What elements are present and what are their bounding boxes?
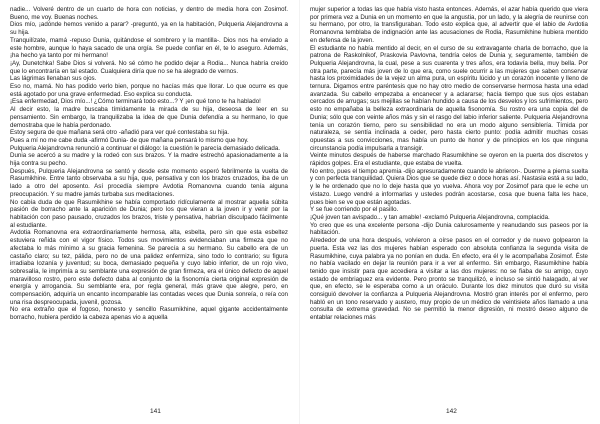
paragraph: No era extraño que el fogoso, honesto y sencillo Rasumikhine, aquel gigante accidentalmente borracho, hubiera perdido la cabeza apenas vio a aquella [10,306,288,322]
paragraph: Yo creo que es una excelente persona -dijo Dunia calurosamente y reanudando sus paseos por la habitación. [310,221,588,237]
paragraph: Dios mío, ¡adónde hemos venido a parar? -preguntó, ya en la habitación, Pulqueria Alejandrovna a su hija. [10,21,288,37]
paragraph: Dunia se acercó a su madre y la rodeó con sus brazos. Y la madre estrechó apasionadamente a la hija contra su pecho. [10,152,288,168]
paragraph: Después, Pulqueria Alejandrovna se sentó y desde este momento esperó febrilmente la vuelta de Rasumikhine. Entre tanto observaba a su hija, que, pensativa y con los brazos cruzados, iba de un lado a otro del aposento. Así procedía siempre Avdotia Romanovna cuando tenía alguna preocupación. Y su madre jamás turbaba sus meditaciones. [10,167,288,198]
paragraph: El estudiante no había mentido al decir, en el curso de su extravagante charla de borracho, que la patrona de Raskolnikof, Praskovia Pavlovna, tendría celos de Dunia y, seguramente, también de Pulqueria Alejandrovna, la cual, pese a sus cuarenta y tres años, era todavía bella, muy bella. Por otra parte, parecía más joven de lo que era, como suele ocurrir a las mujeres que saben conservar hasta los proximidades de la vejez un alma pura, un espíritu lúcido y un corazón inocente y lleno de ternura. Digamos entre paréntesis que no hay otro medio de conservarse hermosa hasta una edad avanzada. Su cabello empezaba a encanecer y a aclararse; hacía tiempo que sus ojos estaban cercados de arrugas; sus mejillas se habían hundido a causa de los desvelos y los sufrimientos, pero esto no empañaba la belleza extraordinaria de aquella fisonomía. Su rostro era una copia del de Dunia; sólo que con veinte años más y sin el rasgo del labio inferior saliente. Pulqueria Alejandrovna tenía un corazón tierno, pero su sensibilidad no era un modo alguno sensiblería. Tímida por naturaleza, se sentía inclinada a ceder, pero hasta cierto punto: podía admitir muchas cosas opuestas a sus convicciones, mas había un punto de honor y de principios en los que ninguna circunstancia podía impulsarla a transigir. [310,44,588,152]
page-number-right: 142 [446,408,457,415]
paragraph: Pulqueria Alejandrovna renunció a continuar el diálogo: la cuestión le parecía demasiado delicada. [10,144,281,152]
paragraph: Estoy segura de que mañana será otro -añadió para ver qué contestaba su hija. [10,129,230,137]
page-number-left: 141 [150,408,161,415]
left-page [10,6,288,400]
paragraph: Y se fue corriendo por el pasillo. [310,206,399,214]
paragraph: ¡Qué joven tan avispado... y tan amable! -exclamó Pulqueria Alejandrovna, complacida. [310,213,550,221]
right-page [310,6,588,400]
paragraph: Eso no, mamá. No has podido verlo bien, porque no hacías más que llorar. Lo que ocurre es que está agotado por una grave enfermedad. Eso explica su conducta. [10,83,288,98]
paragraph: nadie... Volveré dentro de un cuarto de hora con noticias, y dentro de media hora con Zosimof. Bueno, me voy. Buenas noches. [10,6,288,21]
paragraph: Veinte minutos después de haberse marchado Rasumikhine se oyeron en la puerta dos discretos y rápidos golpes. Era el estudiante, que estaba de vuelta. [310,152,588,168]
paragraph: No cabía duda de que Rasumikhine se había comportado ridículamente al mostrar aquella súbita pasión de borracho ante la aparición de Dunia; pero los que vieran a la joven ir y venir por la habitación con paso pausado, cruzados los brazos, triste y pensativa, habrían disculpado fácilmente al estudiante. [10,198,288,229]
paragraph: mujer superior a todas las que había visto hasta entonces. Además, el azar había querido que viera por primera vez a Dunia en un momento en que la angustia, por un lado, y la alegría de reunirse con su hermano, por otro, la transfiguraban. Todo esto explica que, al advertir que el labio de Avdotia Romanovna temblaba de indignación ante las acusaciones de Rodia, Rasumikhine hubiera mentido en defensa de la joven. [310,6,588,44]
paragraph: Al decir esto, la madre buscaba tímidamente la mirada de su hija, deseosa de leer en su pensamiento. Sin embargo, la tranquilizaba la idea de que Dunia defendía a su hermano, lo que demostraba que le había perdonado. [10,106,288,129]
paragraph: Avdotia Romanovna era extraordinariamente hermosa, alta, esbelta, pero sin que esta esbeltez estuviera reñida con el vigor físico. Todos sus movimientos evidenciaban una firmeza que no afectaba lo más mínimo a su gracia femenina. Se parecía a su hermano. Su cabello era de un castaño claro; su tez, pálida, pero no de una palidez enfermiza, sino todo lo contrario; su figura irradiaba lozanía y juventud; su boca, demasiado pequeña y cuyo labio inferior, de un rojo vivo, sobresalía, le imprimía a su semblante una expresión de gran firmeza, era el único defecto de aquel maravilloso rostro, pero este defecto daba al conjunto de la fisonomía cierta original expresión de energía y arrogancia. Su semblante era, por regla general, más grave que alegre, pero, en compensación, adquiría un encanto incomparable las contadas veces que Dunia sonreía, o reía con una risa despreocupada, juvenil, gozosa. [10,229,288,306]
paragraph: Alrededor de una hora después, volvieron a oírse pasos en el corredor y de nuevo golpearon la puerta. Esta vez las dos mujeres habían esperado con absoluta confianza la segunda visita de Rasumikhine, cuya palabra ya no ponían en duda. En efecto, era él y le acompañaba Zosimof. Éste no había vacilado en dejar la reunión para ir a ver al enfermo. Sin embargo, Rasumikhine había tenido que insistir para que accediera a visitar a las dos mujeres: no se fiaba de su amigo, cuyo estado de embriaguez era evidente. Pero pronto se tranquilizó, e incluso se sintió halagado, al ver que, en efecto, se le esperaba como a un oráculo. Durante los diez minutos que duró su visita consiguió devolver la confianza a Pulqueria Alejandrovna. Mostró gran interés por el enfermo, pero habló en un tono reservado y austero, muy propio de un médico de veintisiete años llamado a una consulta de extrema gravedad. No se permitió la menor digresión, ni mostró deseo alguno de entablar relaciones más [310,237,588,322]
paragraph: ¡Ay, Dunetchka! Sabe Dios si volverá. No sé cómo he podido dejar a Rodia... Nunca habría creído que lo encontraría en tal estado. Cualquiera diría que no se ha alegrado de vernos. [10,59,288,75]
paragraph: ¡Esa enfermedad, Dios mío...! ¿Cómo terminará todo esto...? Y ¡en qué tono te ha hablado! [10,98,261,106]
paragraph: Pues a mí no me cabe duda -afirmó Dunia- de que mañana pensará lo mismo que hoy. [10,136,249,144]
paragraph: Tranquilízate, mamá -repuso Dunia, quitándose el sombrero y la mantilla-. Dios nos ha enviado a este hombre, aunque lo haya sacado de una orgía. Se puede confiar en él, te lo aseguro. Además, ¡ha hecho ya tanto por mi hermano! [10,36,288,60]
paragraph: Las lágrimas llenaban sus ojos. [10,75,97,83]
paragraph: No entro, pues el tiempo apremia -dijo apresuradamente cuando le abrieron-. Duerme a pierna suelta y con perfecta tranquilidad. Quiera Dios que se quede diez o doce horas así. Nastasia está a su lado, y le he ordenado que no lo deje hasta que yo vuelva. Ahora voy por Zosimof para que le eche un vistazo. Luego vendré a informarlas y ustedes podrán acostarse, cosa que buena falta les hace, pues bien se ve que están agotadas. [310,167,588,206]
page-gutter [299,0,300,424]
